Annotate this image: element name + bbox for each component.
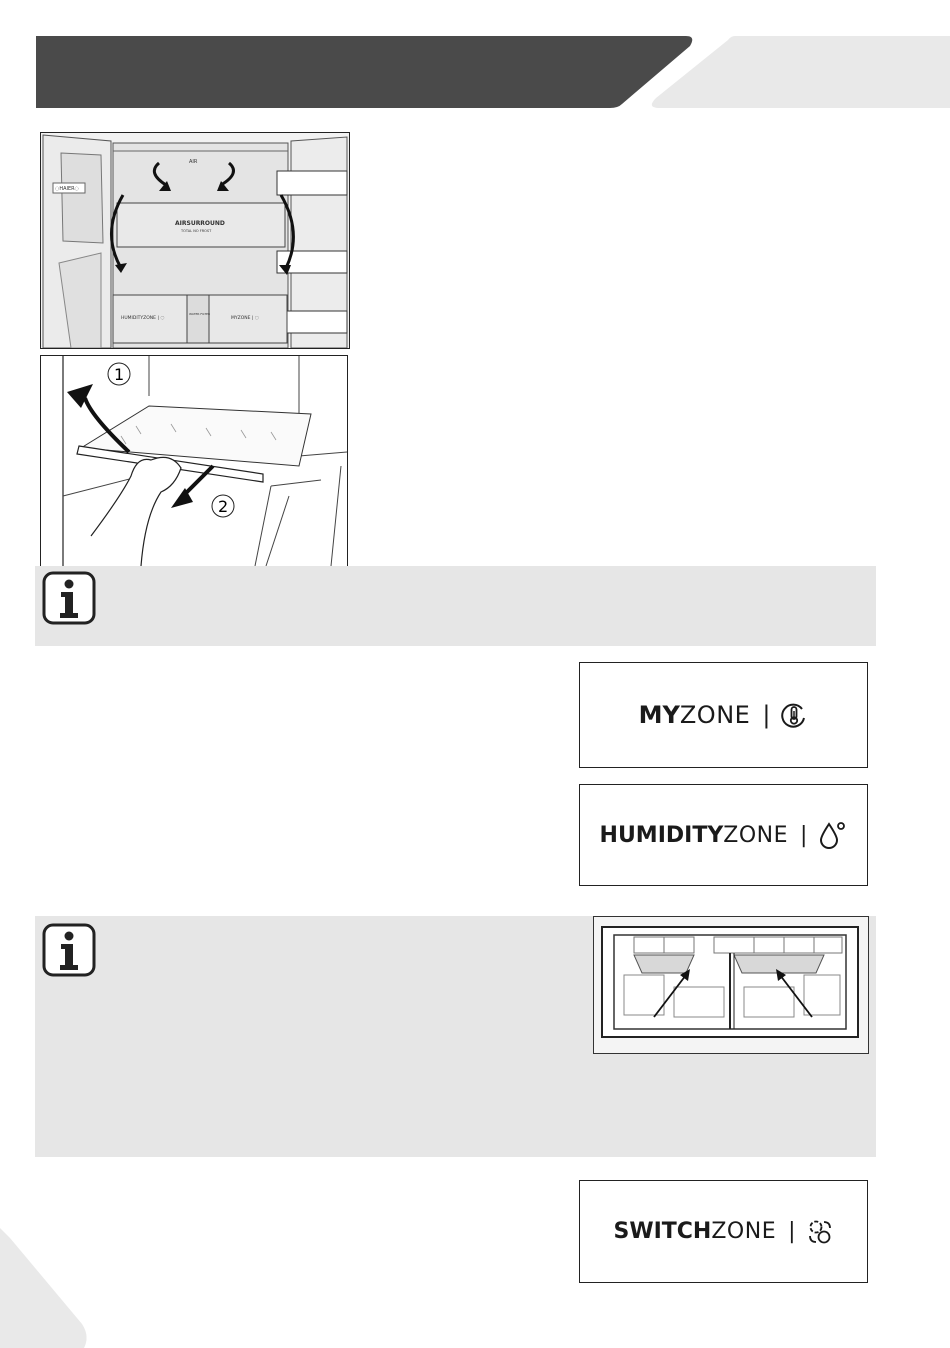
airsurround-sub: TOTAL NO FROST [181,229,212,233]
air-label: AIR [189,159,198,165]
switchzone-light: ZONE [711,1219,777,1244]
droplet-icon [817,820,847,850]
page-header [0,0,950,120]
corner-tab [0,1228,90,1348]
airsurround-label: AIRSURROUND [175,220,225,227]
switchzone-bold: SWITCH [613,1219,712,1244]
info-icon [41,570,97,626]
header-light-tab [652,36,950,108]
info-note-1 [35,566,876,646]
drawer-partition-figure [593,916,869,1054]
switch-circles-icon [806,1218,834,1246]
humidityzone-logo-card [579,784,868,886]
myzone-separator: | [762,701,771,729]
humidityzone-separator: | [800,822,808,848]
switchzone-separator: | [788,1219,796,1244]
side-badge: ◌HAIER◌ [55,186,80,192]
shelf-removal-figure [40,355,348,567]
switchzone-logo-card [579,1180,868,1283]
step-2-label: 2 [218,497,229,516]
myzone-drawer-label: MYZONE | ◌ [231,316,259,321]
humidityzone-light: ZONE [723,822,789,848]
info-icon [41,922,97,978]
filter-label: WATER FILTER [189,312,211,316]
header-dark-tab [36,36,692,108]
thermometer-circle-icon [780,701,808,729]
fridge-airflow-figure [40,132,350,349]
humidityzone-bold: HUMIDITY [599,822,724,848]
myzone-light: ZONE [679,701,751,729]
humidity-drawer-label: HUMIDITYZONE | ◌ [121,316,165,321]
myzone-bold: MY [638,701,680,729]
myzone-logo-card [579,662,868,768]
step-1-label: 1 [114,365,125,384]
